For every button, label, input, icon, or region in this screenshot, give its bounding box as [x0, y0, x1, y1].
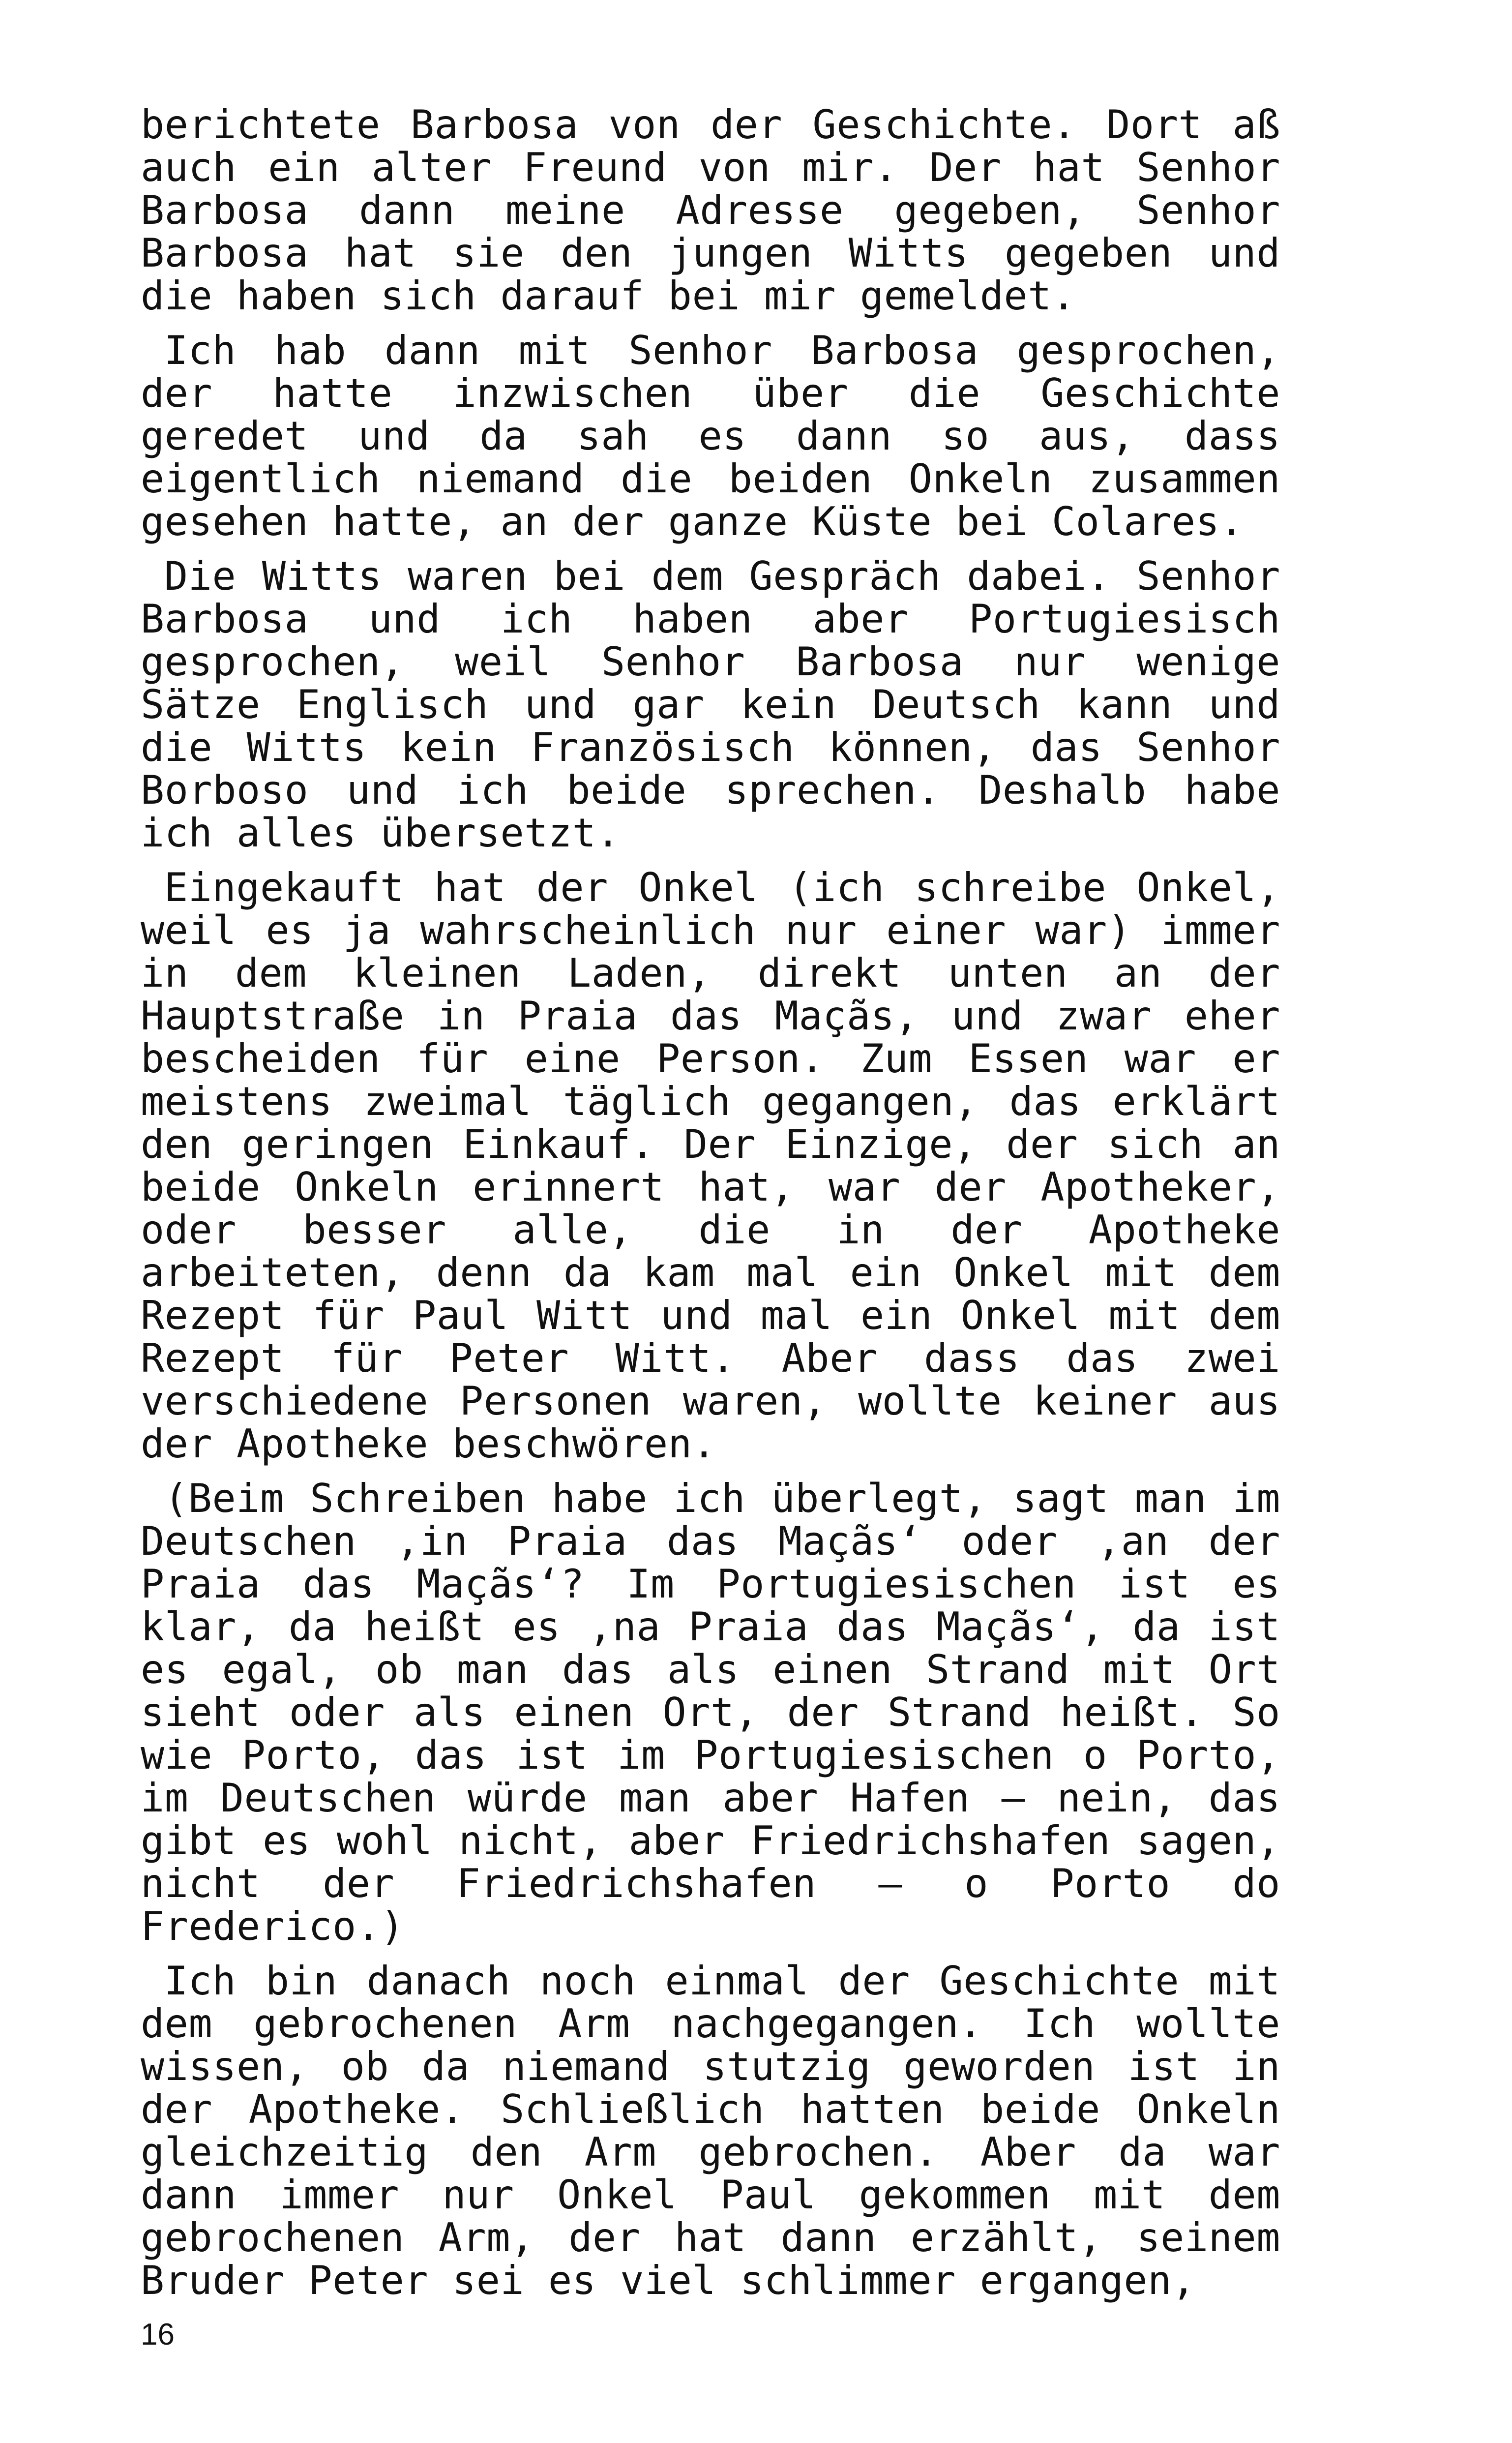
paragraph-6: Ich bin danach noch einmal der Geschichte mit dem gebrochenen Arm nachgegangen. Ich wollte wissen, ob da niemand stutzig geworden ist in der Apotheke. Schließlich hatten beide Onkeln gleichzeitig den Arm gebrochen. Aber da war dann immer nur Onkel Paul gekommen mit dem gebrochenen Arm, der hat dann erzählt, seinem Bruder Peter sei es viel schlimmer ergangen,: [141, 1958, 1280, 2303]
paragraph-2: Ich hab dann mit Senhor Barbosa gesprochen, der hatte inzwischen über die Geschichte geredet und da sah es dann so aus, dass eigentlich niemand die beiden Onkeln zusammen gesehen hatte, an der ganze Küste bei Colares.: [141, 328, 1280, 544]
page-number: 16: [141, 2318, 175, 2352]
body-text: [141, 103, 1280, 2314]
paragraph-1: berichtete Barbosa von der Geschichte. Dort aß auch ein alter Freund von mir. Der hat Senhor Barbosa dann meine Adresse gegeben, Senhor Barbosa hat sie den jungen Witts gegeben und die haben sich darauf bei mir gemeldet.: [141, 102, 1280, 319]
paragraph-3: Die Witts waren bei dem Gespräch dabei. Senhor Barbosa und ich haben aber Portugiesisch gesprochen, weil Senhor Barbosa nur wenige Sätze Englisch und gar kein Deutsch kann und die Witts kein Französisch können, das Senhor Borboso und ich beide sprechen. Deshalb habe ich alles übersetzt.: [141, 553, 1280, 856]
paragraph-4: Eingekauft hat der Onkel (ich schreibe Onkel, weil es ja wahrscheinlich nur einer war) immer in dem kleinen Laden, direkt unten an der Hauptstraße in Praia das Maçãs, und zwar eher bescheiden für eine Person. Zum Essen war er meistens zweimal täglich gegangen, das erklärt den geringen Einkauf. Der Einzige, der sich an beide Onkeln erinnert hat, war der Apotheker, oder besser alle, die in der Apotheke arbeiteten, denn da kam mal ein Onkel mit dem Rezept für Paul Witt und mal ein Onkel mit dem Rezept für Peter Witt. Aber dass das zwei verschiedene Personen waren, wollte keiner aus der Apotheke beschwören.: [141, 865, 1280, 1467]
paragraph-5: (Beim Schreiben habe ich überlegt, sagt man im Deutschen ‚in Praia das Maçãs‘ oder ‚an der Praia das Maçãs‘? Im Portugiesischen ist es klar, da heißt es ‚na Praia das Maçãs‘, da ist es egal, ob man das als einen Strand mit Ort sieht oder als einen Ort, der Strand heißt. So wie Porto, das ist im Portugiesischen o Porto, im Deutschen würde man aber Hafen – nein, das gibt es wohl nicht, aber Friedrichshafen sagen, nicht der Friedrichshafen – o Porto do Frederico.): [141, 1476, 1280, 1949]
